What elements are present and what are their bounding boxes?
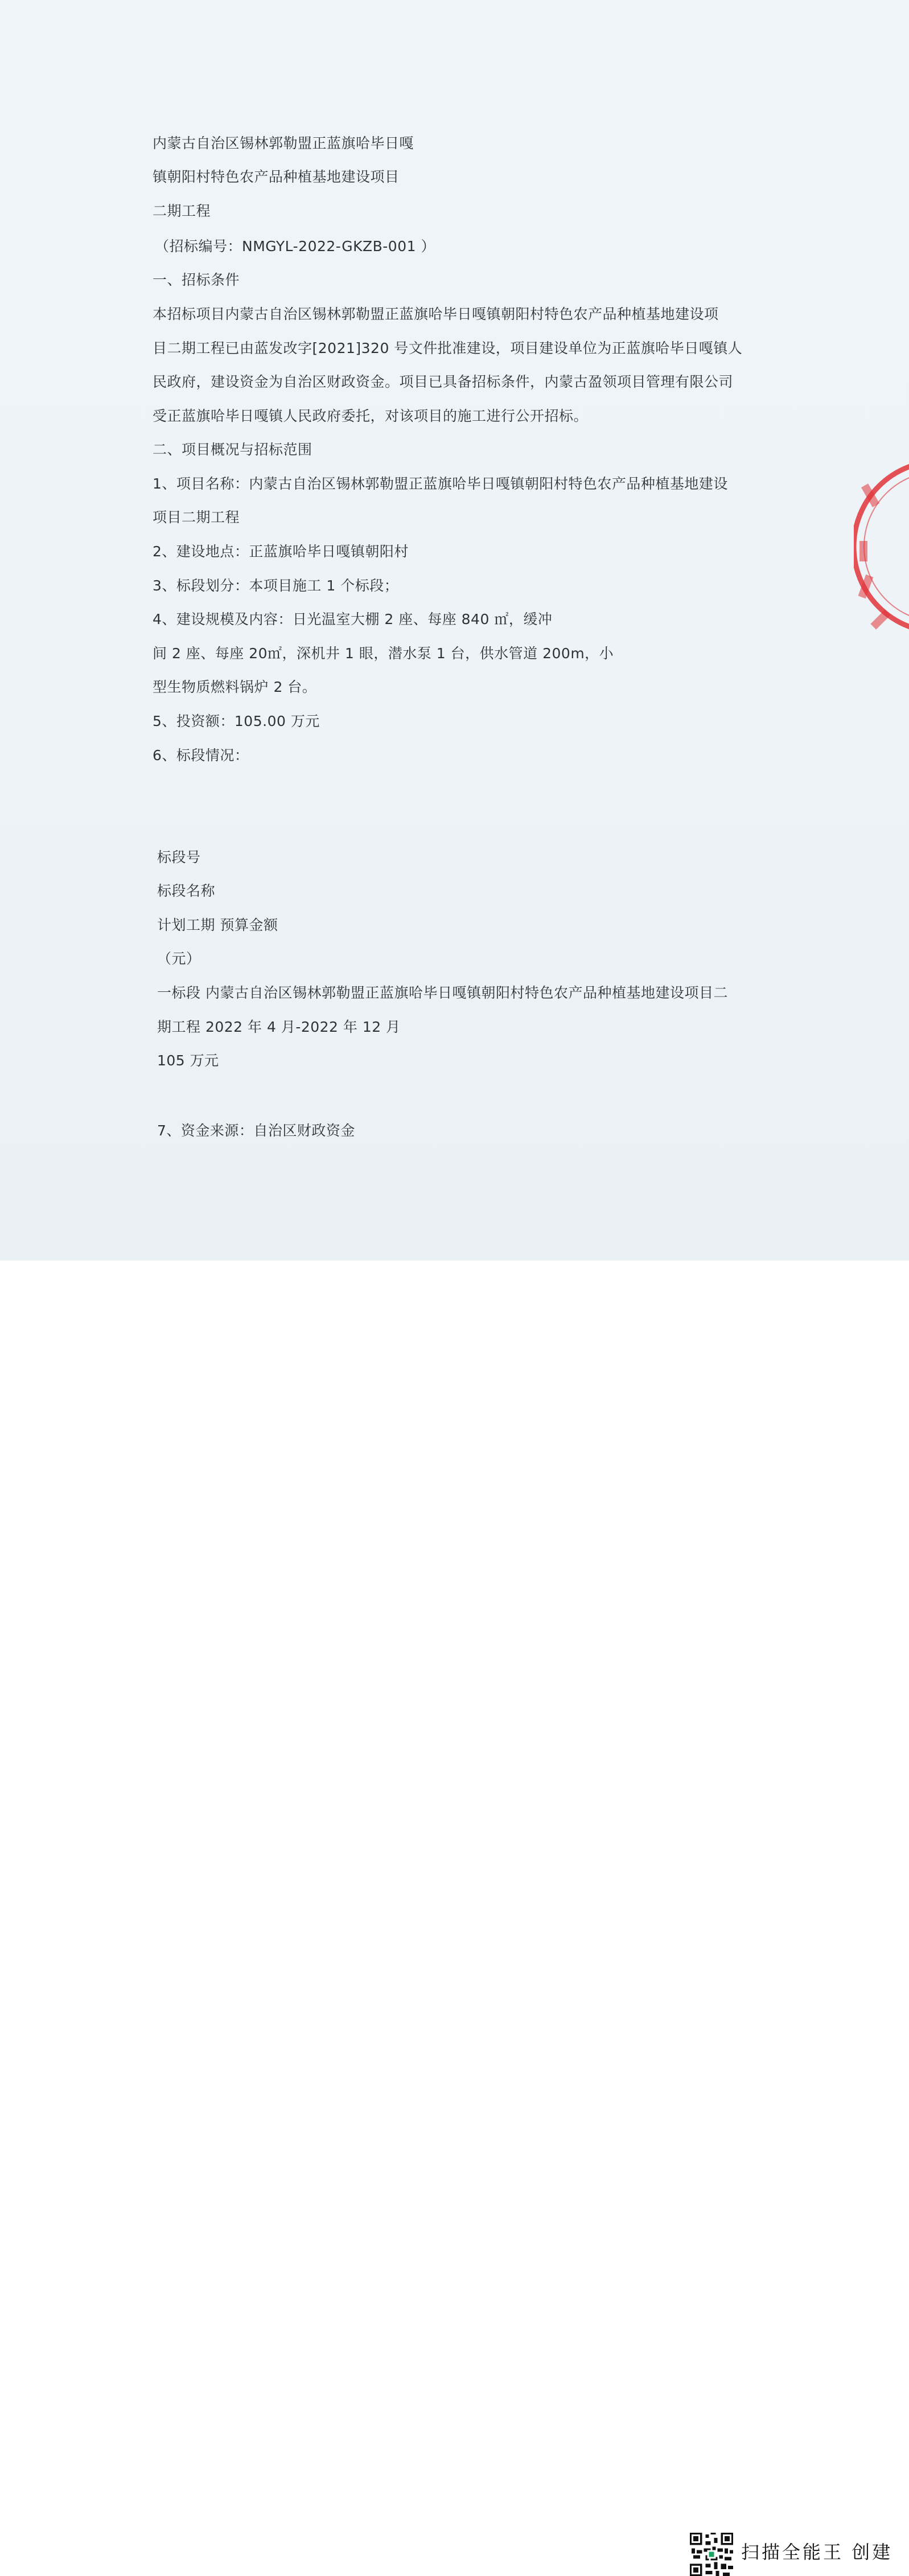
red-seal-stamp: [854, 450, 909, 643]
section1-body-line-2: 目二期工程已由蓝发改字[2021]320 号文件批准建设，项目建设单位为正蓝旗哈毕日嘎镇人: [153, 340, 743, 356]
qr-code-icon: [690, 2533, 733, 2576]
title-line-1: 内蒙古自治区锡林郭勒盟正蓝旗哈毕日嘎: [153, 135, 414, 151]
table-row1-line-3: 105 万元: [157, 1052, 219, 1069]
item1-line-2: 项目二期工程: [153, 509, 240, 526]
table-row1-line-1: 一标段 内蒙古自治区锡林郭勒盟正蓝旗哈毕日嘎镇朝阳村特色农产品种植基地建设项目二: [157, 985, 728, 1001]
table-row1-line-2: 期工程 2022 年 4 月-2022 年 12 月: [157, 1019, 401, 1035]
table-col-section-name: 标段名称: [157, 883, 216, 899]
section1-body-line-1: 本招标项目内蒙古自治区锡林郭勒盟正蓝旗哈毕日嘎镇朝阳村特色农产品种植基地建设项: [153, 306, 719, 322]
item7: 7、资金来源：自治区财政资金: [157, 1122, 355, 1139]
title-line-2: 镇朝阳村特色农产品种植基地建设项目: [153, 169, 400, 185]
item2: 2、建设地点：正蓝旗哈毕日嘎镇朝阳村: [153, 543, 409, 560]
table-col-section-no: 标段号: [157, 849, 201, 865]
section1-heading: 一、招标条件: [153, 272, 240, 288]
item1-line-1: 1、项目名称：内蒙古自治区锡林郭勒盟正蓝旗哈毕日嘎镇朝阳村特色农产品种植基地建设: [153, 475, 728, 492]
footer-watermark-text: 扫描全能王 创建: [741, 2541, 893, 2563]
item3: 3、标段划分：本项目施工 1 个标段；: [153, 577, 399, 594]
section1-body-line-3: 民政府，建设资金为自治区财政资金。项目已具备招标条件，内蒙古盈领项目管理有限公司: [153, 374, 734, 390]
item5: 5、投资额：105.00 万元: [153, 713, 320, 729]
item4-line-2: 间 2 座、每座 20㎡，深机井 1 眼，潜水泵 1 台，供水管道 200m，小: [153, 645, 614, 662]
item6: 6、标段情况：: [153, 747, 249, 764]
scanned-page: [0, 0, 909, 1261]
item4-line-1: 4、建设规模及内容：日光温室大棚 2 座、每座 840 ㎡，缓冲: [153, 611, 553, 627]
item4-line-3: 型生物质燃料锅炉 2 台。: [153, 679, 317, 695]
tender-number: （招标编号：NMGYL-2022-GKZB-001 ）: [155, 238, 435, 255]
section2-heading: 二、项目概况与招标范围: [153, 441, 312, 458]
table-col-period-budget: 计划工期 预算金额: [157, 917, 278, 933]
footer-bar: [0, 1261, 909, 2563]
section1-body-line-4: 受正蓝旗哈毕日嘎镇人民政府委托，对该项目的施工进行公开招标。: [153, 408, 589, 424]
table-col-unit: （元）: [157, 950, 201, 967]
title-line-3: 二期工程: [153, 203, 211, 219]
